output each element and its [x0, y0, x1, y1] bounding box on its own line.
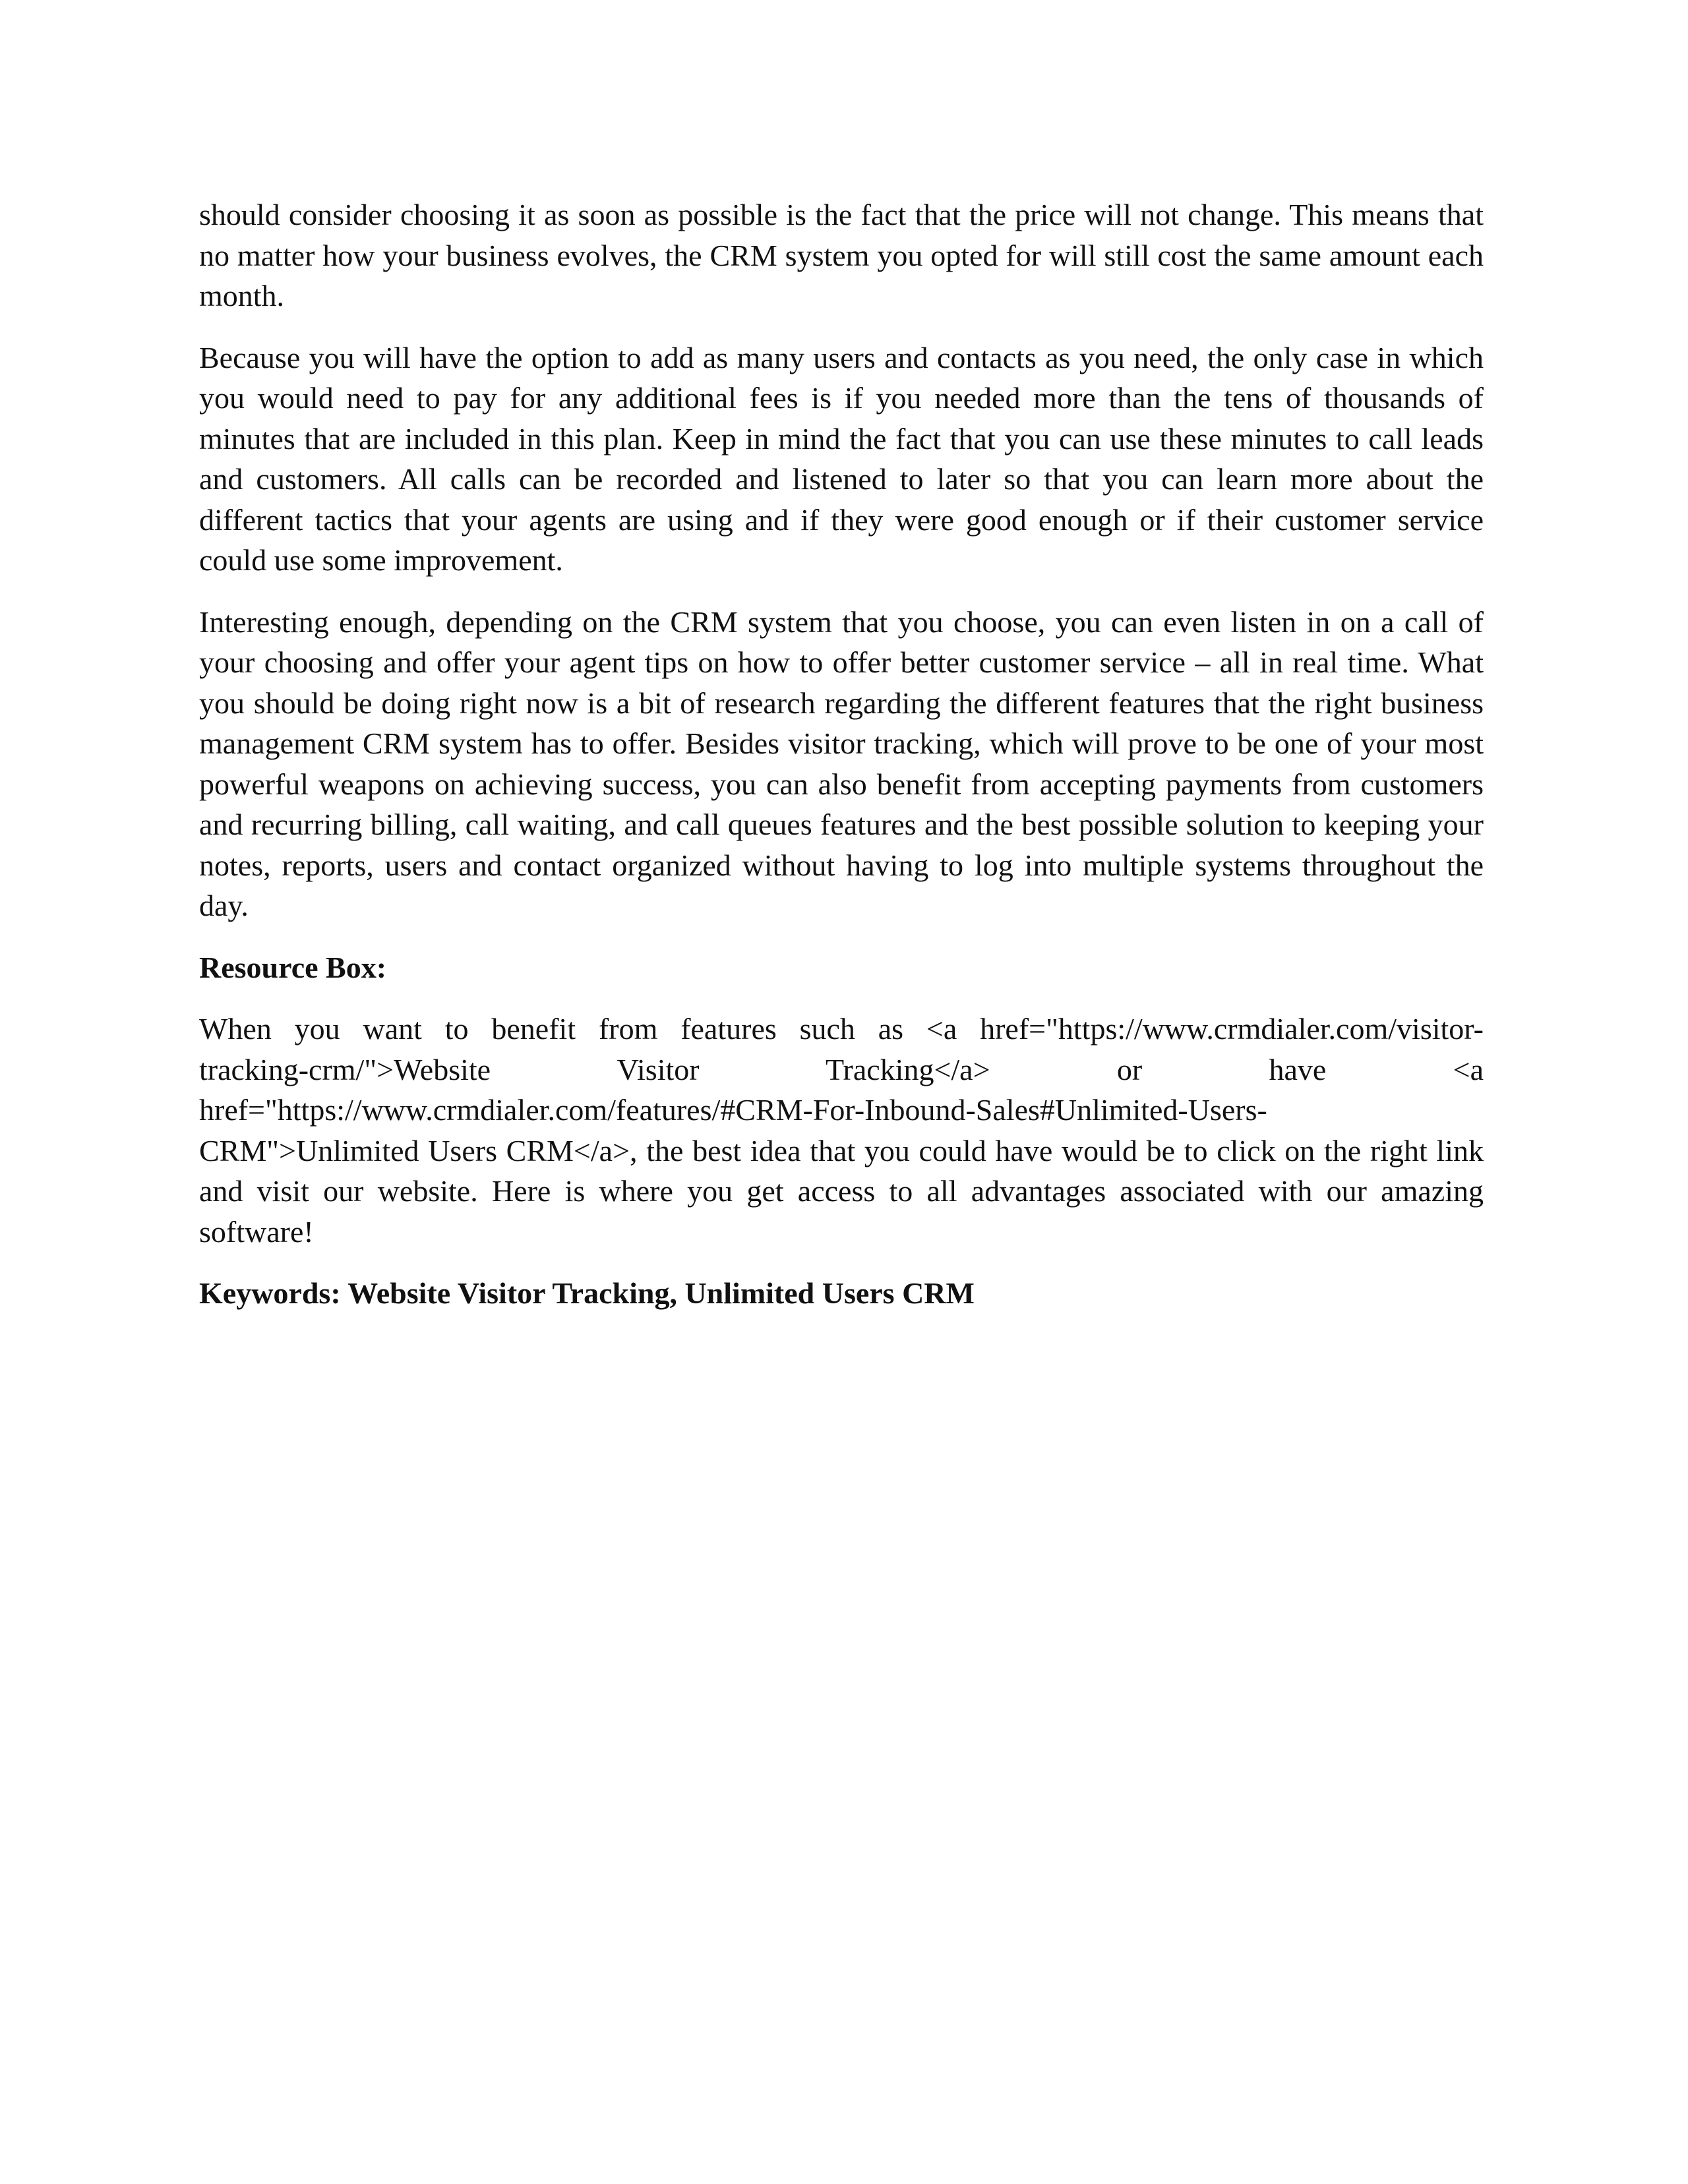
resource-paragraph-rest: CRM">Unlimited Users CRM</a>, the best idea that you could have would be to click on the right link and visit our website. Here is where you get access to all advantages associated with our amazing software! — [199, 1133, 1484, 1249]
paragraph-users-contacts: Because you will have the option to add as many users and contacts as you need, the only case in which you would need to pay for any additional fees is if you needed more than the tens of thousands of minutes that are included in this plan. Keep in mind the fact that you can use these minutes to call leads and customers. All calls can be recorded and listened to later so that you can learn more about the different tactics that your agents are using and if they were good enough or if their customer service could use some improvement. — [199, 340, 1484, 577]
resource-line: tracking-crm/">Website Visitor Tracking</a> or have <a — [199, 1052, 1484, 1086]
document-body — [199, 194, 1484, 1335]
resource-line: href="https://www.crmdialer.com/features/#CRM-For-Inbound-Sales#Unlimited-Users- — [199, 1093, 1267, 1127]
resource-line: When you want to benefit from features such as <a href="https://www.crmdialer.com/visitor- — [199, 1012, 1484, 1046]
keywords-line: Keywords: Website Visitor Tracking, Unlimited Users CRM — [199, 1276, 975, 1310]
paragraph-price: should consider choosing it as soon as possible is the fact that the price will not change. This means that no matter how your business evolves, the CRM system you opted for will still cost the same amount each month. — [199, 198, 1484, 312]
paragraph-features: Interesting enough, depending on the CRM system that you choose, you can even listen in on a call of your choosing and offer your agent tips on how to offer better customer service – all in real time. What you should be doing right now is a bit of research regarding the different features that the right business management CRM system has to offer. Besides visitor tracking, which will prove to be one of your most powerful weapons on achieving success, you can also benefit from accepting payments from customers and recurring billing, call waiting, and call queues features and the best possible solution to keeping your notes, reports, users and contact organized without having to log into multiple systems throughout the day. — [199, 605, 1484, 922]
resource-box-paragraph — [199, 1009, 1484, 1252]
resource-box-heading: Resource Box: — [199, 950, 387, 984]
